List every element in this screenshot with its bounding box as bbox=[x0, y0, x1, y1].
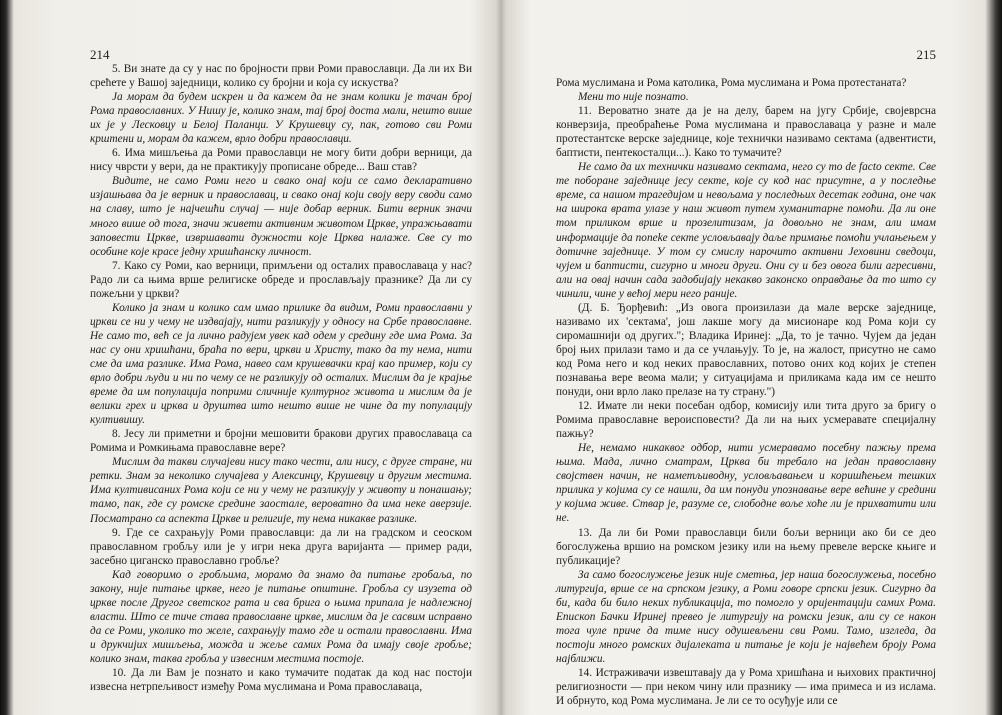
paragraph-question: 7. Како су Роми, као верници, примљени од осталих православаца у нас? Радо ли са њима врше религиске обреде и прослављају празнике? Да ли су пожељни у цркви? bbox=[90, 259, 472, 300]
right-page bbox=[508, 0, 994, 715]
paragraph-continuation: Рома муслимана и Рома католика, Рома муслимана и Рома протестаната? bbox=[556, 77, 907, 89]
page-number-right: 215 bbox=[916, 47, 936, 62]
right-page-text bbox=[556, 76, 936, 708]
paragraph-question: 10. Да ли Вам је познато и како тумачите податак да код нас постоји извесна нетрпељивост између Рома муслимана и Рома православаца, bbox=[90, 667, 472, 694]
paragraph-question: 5. Ви знате да су у нас по бројности први Роми православци. Да ли их Ви срећете у Вашој заједници, колико су бројни и која су искуства? bbox=[90, 63, 472, 90]
paragraph-answer: Колико ја знам и колико сам имао прилике да видим, Роми православни у цркви се ни у чему не издвајају, нити разликују у односу на Србе православне. Не само то, већ се ја лично радујем увек кад одем у средину где има Рома. За нас су они хришћани, браћа по вери, цркви и Христу, тако да ту нема, нити сме да има разлике. Има Рома, навео сам крушевачки крај као пример, који су врло добри људи и ни по чему се не разликују од осталих. Мислим да је крајње време да им популација поприми сличније културног живота и мислим да је велики грех и црква и друштва што нешто више не чине да ту популацију култивишу. bbox=[90, 301, 472, 427]
paragraph-question: 12. Имате ли неки посебан одбор, комисију или тита друго за бригу о Ромима православне вероисповести? Да ли на њих усмеравате специјалну пажњу? bbox=[556, 400, 936, 441]
left-page bbox=[8, 0, 496, 715]
paragraph-question: 13. Да ли би Роми православци били бољи верници ако би се део богослужења вршио на ромском језику или на њему превеле верске књиге и публикације? bbox=[556, 526, 936, 567]
paragraph-question: 11. Вероватно знате да је на делу, барем на југу Србије, својеврсна конверзија, преобраћење Рома муслимана и православаца у разне и мале протестантске верске заједнице, које технички називамо сектама (адвентисти, баптисти, пентекосталци...). Како то тумачите? bbox=[556, 105, 936, 160]
paragraph-answer: Мени то није познато. bbox=[578, 91, 689, 104]
page-number-left: 214 bbox=[90, 47, 110, 62]
paragraph-answer: Кад говоримо о гробљима, морамо да знамо да питање гробаља, по закону, није питање цркве, него је питање општине. Гробља су изузета од цркве после Другог светског рата и сва брига о њима припала је надлежној власти. Што се тиче става православне цркве, мислим да је сасвим исправно да се Роми, уколико то желе, сахрањују тамо где и остали православни. Има и друкчијих мишљења, можда и жеље самих Рома да имају своје гробље; колико знам, таква гробља у извесним местима постоје. bbox=[90, 568, 472, 665]
paragraph-interjection: (Д. Б. Ђорђевић: „Из овога произилази да мале верске заједнице, називамо их 'сектама', још лакше могу да мисионаре код Рома који су сиромашнији од других."; Владика Иринеј: „Да, то је тачно. Чујем да један број њих прилази тамо и да се учлањују. То је, на жалост, присутно не само код Рома него и код неких православних, потово оних код којих је степен познавања вере веома мали; у ситуацијама и приликама када им се нешто понуди, они врло лако прелазе на ту страну.") bbox=[556, 301, 936, 399]
paragraph-answer: Не само да их технички називамо сектама, него су то de facto секте. Све те поборане заједнице јесу секте, које су код нас присутне, а у последње време, са нашом трагедијом и невољама у последњих десетак година, оне чак на широка врата улазе у наш живот путем хуманитарне помоћи. Да ли оне том приликом врше и прозелитизам, ја довољно не знам, али имам информације да поneke секте условљавају даље примање помоћи учлањењем у дотичне заједнице. У том су смислу нарочито активни Јеховини сведоци, чујем и баптисти, сигурно и многи други. Они су и без овога били агресивни, али на овај начин сада задобијају некакво законско оправдање да то што су чинили, чине у већој мери него раније. bbox=[556, 161, 936, 300]
paragraph-question: 9. Где се сахрањују Роми православци: да ли на градском и сеоском православном гробљу или је у игри нека друга варијанта — пример ради, засебно циганско православно гробље? bbox=[90, 526, 472, 567]
paragraph-question: 6. Има мишљења да Роми православци не могу бити добри верници, да нису чврсти у вери, да не практикују прописане обреде... Ваш став? bbox=[90, 147, 472, 174]
paragraph-question: 8. Јесу ли приметни и бројни мешовити бракови других православаца са Ромима и Ромкињама православне вере? bbox=[90, 428, 472, 455]
paragraph-answer: Мислим да такви случајеви нису тако чести, али нису, с друге стране, ни ретки. Знам за неколико случајева у Алексинцу, Крушевцу и другим местима. Има култивисаних Рома који се ни у чему не разликују у животу и понашању; тамо, пак, где су ромске средине заостале, вероватно да има неке аверзије. Посматрано са аспекта Цркве и религије, ту нема никакве разлике. bbox=[90, 456, 472, 525]
paragraph-answer: За само богослужење језик није сметња, јер наша богослужења, посебно литургија, врше се на српском језику, а Роми говоре српски језик. Сигурно да би, када би било неких публикација, то помогло у оријентацији самих Рома. Епископ Бачки Иринеј превео је литургију на ромски језик, али су се након тога чуле приче да тиме нису одушевљени сви Роми. Тамо, изгледа, да постоји много ромских дијалеката и питање је који је највећем броју Рома најближи. bbox=[556, 568, 936, 665]
paragraph-question: 14. Истраживачи извештавају да у Рома хришћана и њихових практичној религиозности — при неком чину или празнику — има примеса и из ислама. И обрнуто, код Рома муслимана. Је ли се то осуђује или се bbox=[556, 666, 936, 708]
paragraph-answer: Ја морам да будем искрен и да кажем да не знам колики је тачан број Рома православних. У Нишу је, колико знам, тај број доста мали, нешто више их је у Лесковцу и Белој Паланци. У Крушевцу су, пак, готово сви Роми крштени и, морам да кажем, врло добри православци. bbox=[90, 91, 472, 146]
paragraph-answer: Не, немамо никаквог одбор, нити усмеравамо посебну пажњу према њима. Мада, лично сматрам, Црква би требало на један православну својствен начин, не наметљиводну, условљавањем и коришћењем тешких прилика у којима су се нашли, да им понуди упознавање вере већине у средини у којима живе. Ствар је, разуме се, слободне воље хоће ли је прихватити или не. bbox=[556, 442, 936, 525]
left-page-text bbox=[90, 62, 472, 694]
paragraph-answer: Видите, не само Роми него и свако онај који се само декларативно изјашњава да је верник и православац, и свако онај који своју веру своди само на славу, што је најчешћи случај — није добар верник. Бити верник значи много више од тога, значи живети активним животом Цркве, упражњавати заповести Цркве, извршавати дужности које Црква налаже. Све су то особине које красе једну хришћанску личност. bbox=[90, 175, 472, 258]
